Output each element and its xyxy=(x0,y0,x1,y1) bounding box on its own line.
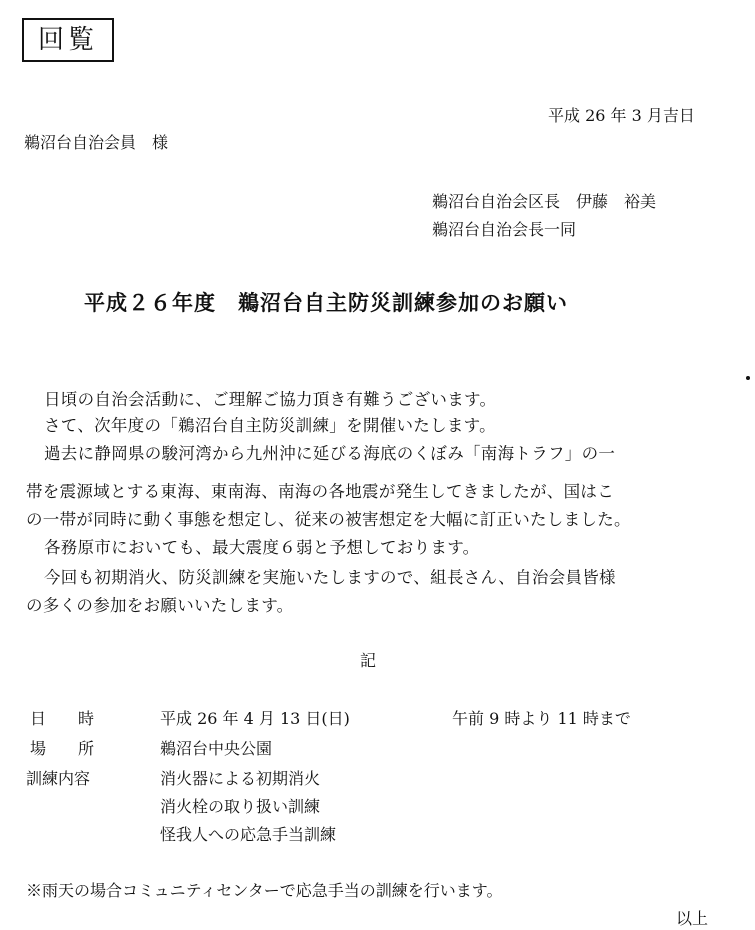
body-line: 日頃の自治会活動に、ご理解ご協力頂き有難うございます。 xyxy=(44,390,497,409)
document-date: 平成 26 年 3 月吉日 xyxy=(548,106,695,125)
body-line: の一帯が同時に動く事態を想定し、従来の被害想定を大幅に訂正いたしました。 xyxy=(26,510,631,529)
body-line: 過去に静岡県の駿河湾から九州沖に延びる海底のくぼみ「南海トラフ」の一 xyxy=(44,444,616,463)
content-label: 訓練内容 xyxy=(26,769,91,788)
body-line: の多くの参加をお願いいたします。 xyxy=(26,596,294,615)
body-line: 帯を震源域とする東海、東南海、南海の各地震が発生してきましたが、国はこ xyxy=(26,482,614,501)
place-value: 鵜沼台中央公園 xyxy=(160,739,273,758)
content-item: 怪我人への応急手当訓練 xyxy=(160,825,337,844)
content-item: 消火栓の取り扱い訓練 xyxy=(160,797,321,816)
stray-mark xyxy=(746,376,750,380)
body-line: さて、次年度の「鵜沼台自主防災訓練」を開催いたします。 xyxy=(44,416,496,435)
document-title: 平成２６年度 鵜沼台自主防災訓練参加のお願い xyxy=(84,290,568,315)
sender-line-2: 鵜沼台自治会長一同 xyxy=(432,220,577,239)
closing: 以上 xyxy=(676,909,709,928)
sender-line-1: 鵜沼台自治会区長 伊藤 裕美 xyxy=(432,192,657,211)
recipient: 鵜沼台自治会員 様 xyxy=(24,133,169,152)
place-label: 場 所 xyxy=(30,739,95,758)
datetime-label: 日 時 xyxy=(30,709,95,728)
circulation-stamp: 回覧 xyxy=(22,18,114,62)
body-line: 各務原市においても、最大震度６弱と予想しております。 xyxy=(44,538,480,557)
datetime-date: 平成 26 年 4 月 13 日(日) xyxy=(160,709,350,728)
datetime-time: 午前 9 時より 11 時まで xyxy=(452,709,631,728)
content-item: 消火器による初期消火 xyxy=(160,769,321,788)
ki-heading: 記 xyxy=(360,651,377,670)
rain-note: ※雨天の場合コミュニティセンターで応急手当の訓練を行います。 xyxy=(26,881,503,900)
body-line: 今回も初期消火、防災訓練を実施いたしますので、組長さん、自治会員皆様 xyxy=(44,568,616,587)
